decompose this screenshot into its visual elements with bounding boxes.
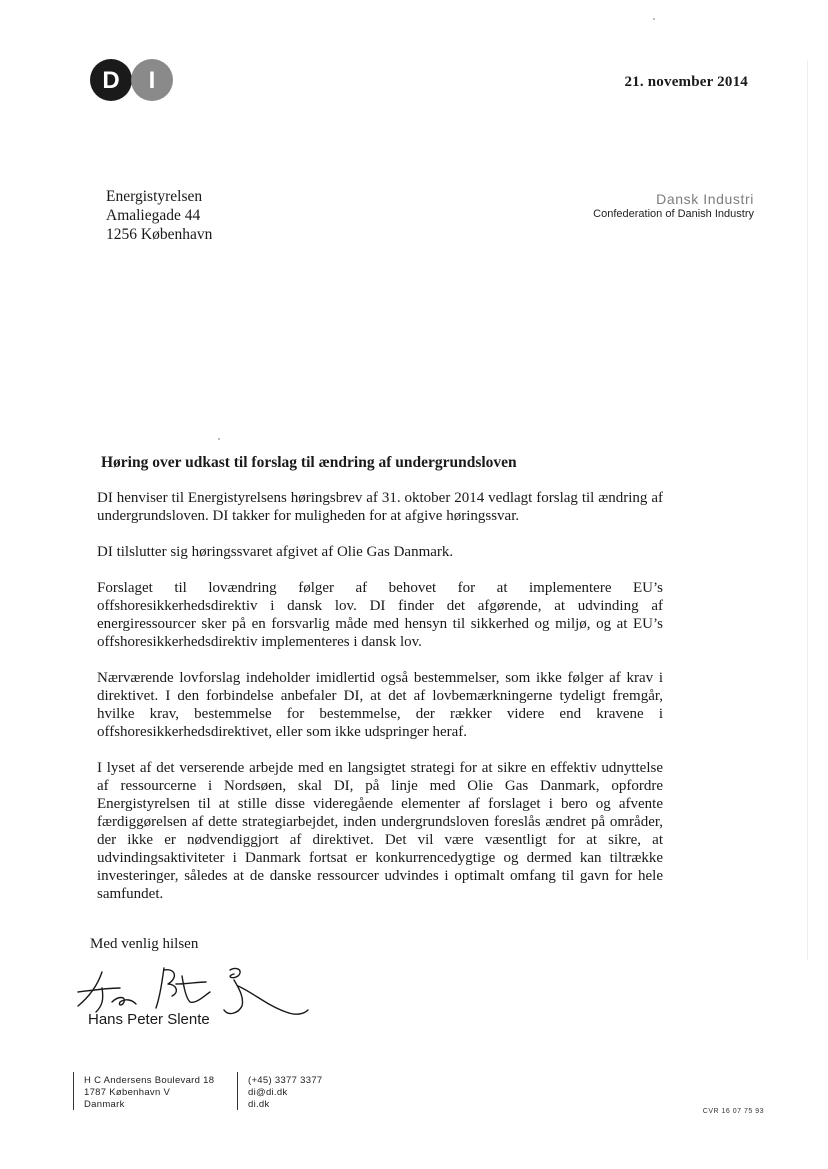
scan-speck	[218, 438, 220, 440]
footer-address-line: Danmark	[84, 1099, 125, 1110]
recipient-line: Energistyrelsen	[106, 188, 203, 205]
footer-divider	[237, 1072, 238, 1110]
di-logo	[89, 57, 175, 103]
closing-salutation: Med venlig hilsen	[90, 936, 199, 952]
sender-subtitle: Confederation of Danish Industry	[593, 208, 754, 220]
recipient-address	[106, 187, 212, 244]
footer-email: di@di.dk	[248, 1087, 288, 1098]
letter-body	[97, 489, 663, 921]
body-paragraph: DI henviser til Energistyrelsens høringsbrev af 31. oktober 2014 vedlagt forslag til ændring af undergrundsloven. DI takker for muligheden for at afgive høringssvar.	[97, 490, 663, 524]
footer-divider	[73, 1072, 74, 1110]
logo-letter-d: D	[102, 67, 120, 94]
footer-cvr: CVR 16 07 75 93	[702, 1108, 764, 1115]
signer-name: Hans Peter Slente	[88, 1011, 210, 1028]
footer-address	[84, 1075, 214, 1111]
footer-website: di.dk	[248, 1099, 270, 1110]
footer-phone: (+45) 3377 3377	[248, 1075, 323, 1086]
body-paragraph: Forslaget til lovændring følger af behovet for at implementere EU’s offshoresikkerhedsdirektiv i dansk lov. DI finder det afgørende, at udvinding af energiressourcer sker på en forsvarlig måde med hensyn til sikkerhed og miljø, og at EU’s offshoresikkerhedsdirektiv implementeres i dansk lov.	[97, 580, 663, 650]
body-paragraph: I lyset af det verserende arbejde med en langsigtet strategi for at sikre en effektiv udnyttelse af ressourcerne i Nordsøen, skal DI, på linje med Olie Gas Danmark, opfordre Energistyrelsen til at stille disse videregående elementer af forslaget i bero og afvente færdiggørelsen af dette strategiarbejdet, inden undergrundsloven foreslås ændret på områder, der ikke er nødvendiggjort af direktivet. Det vil være væsentligt for at sikre, at udvindingsaktiviteter i Danmark fortsat er konkurrencedygtige og dermed kan tiltrække investeringer, således at de danske ressourcer udvindes i optimalt omfang til gavn for hele samfundet.	[97, 760, 663, 902]
recipient-line: 1256 København	[106, 226, 213, 243]
body-paragraph: Nærværende lovforslag indeholder imidlertid også bestemmelser, som ikke følger af krav i direktivet. I den forbindelse anbefaler DI, at det af lovbemærkningerne tydeligt fremgår, hvilke krav, bestemmelse for bestemmelse, der rækker videre end kravene i offshoresikkerhedsdirektivet, eller som ikke udspringer heraf.	[97, 670, 663, 740]
letter-subject: Høring over udkast til forslag til ændring af undergrundsloven	[101, 454, 517, 471]
sender-organization	[593, 191, 754, 220]
footer-address-line: 1787 København V	[84, 1087, 171, 1098]
letter-date: 21. november 2014	[624, 74, 748, 90]
footer-address-line: H C Andersens Boulevard 18	[84, 1075, 215, 1086]
logo-letter-i: I	[148, 67, 156, 94]
scan-edge	[807, 60, 808, 960]
sender-name: Dansk Industri	[656, 191, 754, 207]
body-paragraph: DI tilslutter sig høringssvaret afgivet af Olie Gas Danmark.	[97, 544, 454, 560]
recipient-line: Amaliegade 44	[106, 207, 201, 224]
scan-speck	[653, 18, 655, 20]
footer-contact	[248, 1075, 323, 1111]
